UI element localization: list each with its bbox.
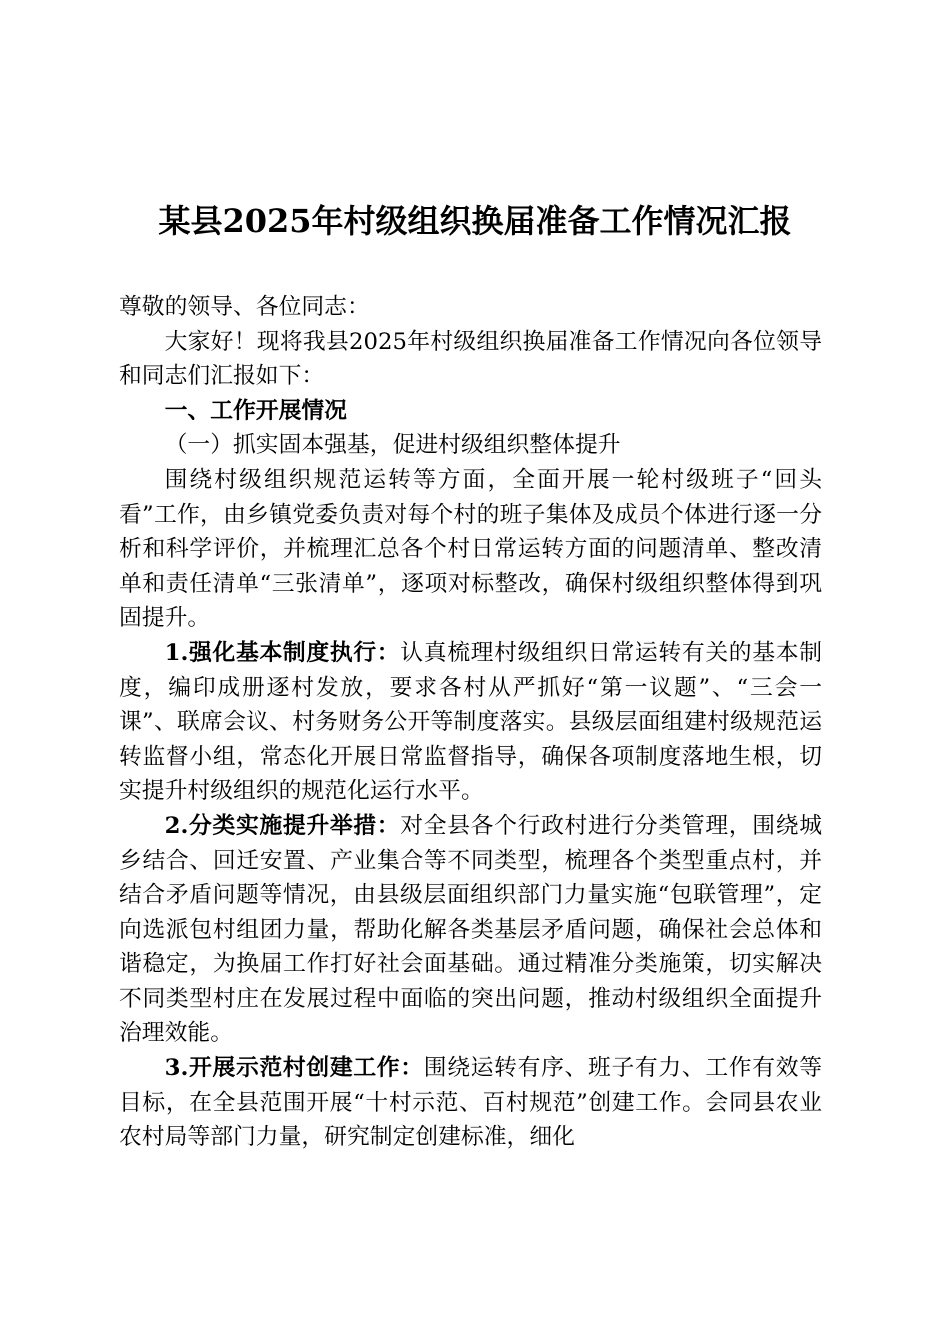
item-lead-1: 1.强化基本制度执行：	[164, 639, 401, 666]
item-text-2: 对全县各个行政村进行分类管理，围绕城乡结合、回迁安置、产业集合等不同类型，梳理各个类型重点村，并结合矛盾问题等情况，由县级层面组织部门力量实施“包联管理”，定向选派包村组团力量，帮助化解各类基层矛盾问题，确保社会总体和谐稳定，为换届工作打好社会面基础。通过精准分类施策，切实解决不同类型村庄在发展过程中面临的突出问题，推动村级组织全面提升治理效能。	[119, 812, 822, 1047]
document-body	[119, 290, 822, 1155]
subsection-heading-1: （一）抓实固本强基，促进村级组织整体提升	[164, 432, 621, 459]
item-lead-3: 3.开展示范村创建工作：	[164, 1055, 424, 1082]
opening-paragraph: 大家好！现将我县2025年村级组织换届准备工作情况向各位领导和同志们汇报如下：	[119, 328, 822, 390]
item-paragraph-2	[119, 809, 822, 1051]
salutation: 尊敬的领导、各位同志：	[119, 294, 370, 320]
item-lead-2: 2.分类实施提升举措：	[164, 812, 401, 839]
item-paragraph-1	[119, 636, 822, 809]
subsection-body-paragraph: 围绕村级组织规范运转等方面，全面开展一轮村级班子“回头看”工作，由乡镇党委负责对每个村的班子集体及成员个体进行逐一分析和科学评价，并梳理汇总各个村日常运转方面的问题清单、整改清单和责任清单“三张清单”，逐项对标整改，确保村级组织整体得到巩固提升。	[119, 466, 822, 632]
document-title: 某县2025年村级组织换届准备工作情况汇报	[158, 202, 792, 240]
section-heading-1: 一、工作开展情况	[164, 397, 347, 424]
item-paragraph-3	[119, 1051, 822, 1155]
item-text-1: 认真梳理村级组织日常运转有关的基本制度，编印成册逐村发放，要求各村从严抓好“第一议题”、“三会一课”、联席会议、村务财务公开等制度落实。县级层面组建村级规范运转监督小组，常态化开展日常监督指导，确保各项制度落地生根，切实提升村级组织的规范化运行水平。	[119, 639, 822, 805]
item-text-3: 围绕运转有序、班子有力、工作有效等目标，在全县范围开展“十村示范、百村规范”创建工作。会同县农业农村局等部门力量，研究制定创建标准，细化	[119, 1055, 822, 1151]
